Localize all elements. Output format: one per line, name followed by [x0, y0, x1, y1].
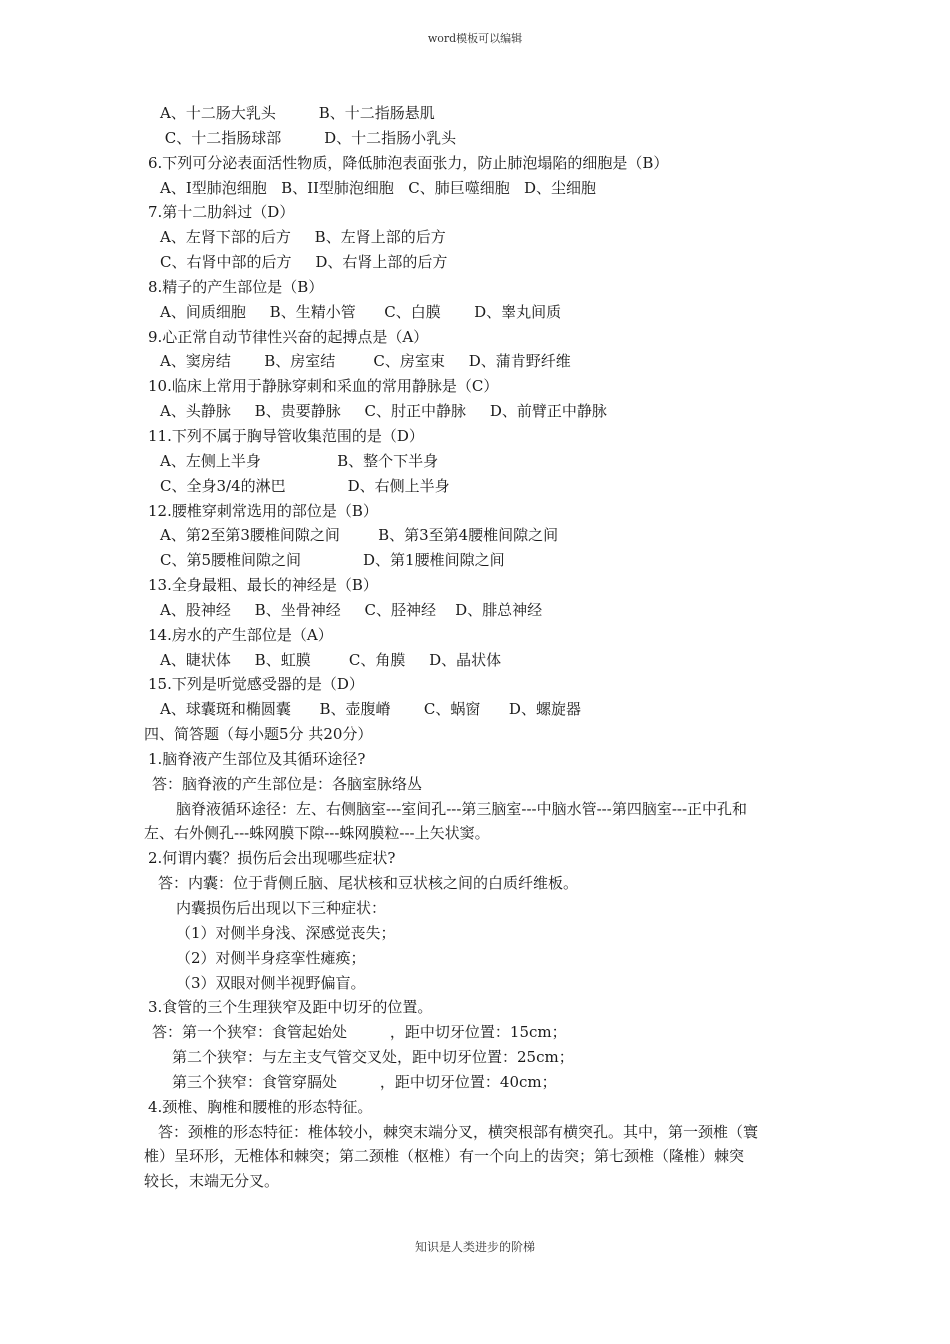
option-line: A、股神经 B、坐骨神经 C、胫神经 D、腓总神经 [160, 600, 543, 619]
answer-line: 第二个狭窄：与左主支气管交叉处，距中切牙位置：25cm； [172, 1048, 574, 1067]
option-line: A、睫状体 B、虹膜 C、角膜 D、晶状体 [160, 650, 502, 669]
answer-line: 内囊损伤后出现以下三种症状： [176, 899, 387, 917]
answer-line: 椎）呈环形，无椎体和棘突；第二颈椎（枢椎）有一个向上的齿突；第七颈椎（隆椎）棘突 [144, 1147, 745, 1166]
question-13: 13.全身最粗、最长的神经是（B） [148, 576, 378, 595]
question-6: 6.下列可分泌表面活性物质，降低肺泡表面张力，防止肺泡塌陷的细胞是（B） [148, 153, 669, 172]
option-line: A、左肾下部的后方 B、左肾上部的后方 [160, 228, 446, 247]
option-line: A、十二肠大乳头 B、十二指肠悬肌 [160, 104, 435, 122]
answer-line: （2）对侧半身痉挛性瘫痪； [176, 948, 366, 967]
short-question-3: 3.食管的三个生理狭窄及距中切牙的位置。 [148, 998, 433, 1017]
page-footer: 知识是人类进步的阶梯 [414, 1240, 535, 1254]
option-line: A、I型肺泡细胞 B、II型肺泡细胞 C、肺巨噬细胞 D、尘细胞 [160, 178, 597, 197]
answer-line: 左、右外侧孔---蛛网膜下隙---蛛网膜粒---上矢状窦。 [144, 824, 490, 843]
document-body [144, 101, 824, 1194]
question-7: 7.第十二肋斜过（D） [148, 203, 295, 222]
answer-line: 答：第一个狭窄：食管起始处 ，距中切牙位置：15cm； [152, 1023, 567, 1042]
short-question-4: 4.颈椎、胸椎和腰椎的形态特征。 [148, 1097, 373, 1116]
question-10: 10.临床上常用于静脉穿刺和采血的常用静脉是（C） [148, 377, 499, 396]
option-line: C、第5腰椎间隙之间 D、第1腰椎间隙之间 [160, 551, 505, 570]
option-line: C、全身3/4的淋巴 D、右侧上半身 [160, 476, 450, 495]
question-8: 8.精子的产生部位是（B） [148, 277, 324, 296]
question-14: 14.房水的产生部位是（A） [148, 625, 333, 644]
option-line: A、第2至第3腰椎间隙之间 B、第3至第4腰椎间隙之间 [160, 526, 559, 545]
answer-line: 答：内囊：位于背侧丘脑、尾状核和豆状核之间的白质纤维板。 [158, 874, 579, 893]
question-12: 12.腰椎穿刺常选用的部位是（B） [148, 501, 378, 520]
answer-line: （3）双眼对侧半视野偏盲。 [176, 973, 366, 992]
page-header: word模板可以编辑 [427, 32, 523, 45]
option-line: A、球囊斑和椭圆囊 B、壶腹嵴 C、蜗窗 D、螺旋器 [160, 700, 581, 719]
answer-line: 脑脊液循环途径：左、右侧脑室---室间孔---第三脑室---中脑水管---第四脑室---正中孔和 [176, 799, 748, 818]
short-question-2: 2.何谓内囊？损伤后会出现哪些症状? [148, 849, 396, 868]
short-question-1: 1.脑脊液产生部位及其循环途径? [148, 749, 366, 768]
question-11: 11.下列不属于胸导管收集范围的是（D） [148, 426, 424, 445]
option-line: A、左侧上半身 B、整个下半身 [160, 451, 439, 470]
section-heading: 四、简答题（每小题5分 共20分） [144, 725, 373, 744]
option-line: C、右肾中部的后方 D、右肾上部的后方 [160, 253, 448, 272]
answer-line: 较长，末端无分叉。 [144, 1172, 280, 1191]
option-line: A、窦房结 B、房室结 C、房室束 D、蒲肯野纤维 [160, 352, 571, 371]
question-9: 9.心正常自动节律性兴奋的起搏点是（A） [148, 327, 429, 346]
option-line: C、十二指肠球部 D、十二指肠小乳头 [160, 128, 457, 147]
option-line: A、间质细胞 B、生精小管 C、白膜 D、睾丸间质 [160, 302, 562, 321]
answer-line: 答：颈椎的形态特征：椎体较小，棘突末端分叉，横突根部有横突孔。其中，第一颈椎（寰 [158, 1122, 759, 1141]
option-line: A、头静脉 B、贵要静脉 C、肘正中静脉 D、前臂正中静脉 [160, 402, 607, 421]
answer-line: 第三个狭窄：食管穿膈处 ，距中切牙位置：40cm； [172, 1072, 557, 1091]
question-15: 15.下列是听觉感受器的是（D） [148, 675, 364, 694]
answer-line: 答：脑脊液的产生部位是：各脑室脉络丛 [152, 774, 423, 793]
answer-line: （1）对侧半身浅、深感觉丧失； [176, 923, 396, 942]
